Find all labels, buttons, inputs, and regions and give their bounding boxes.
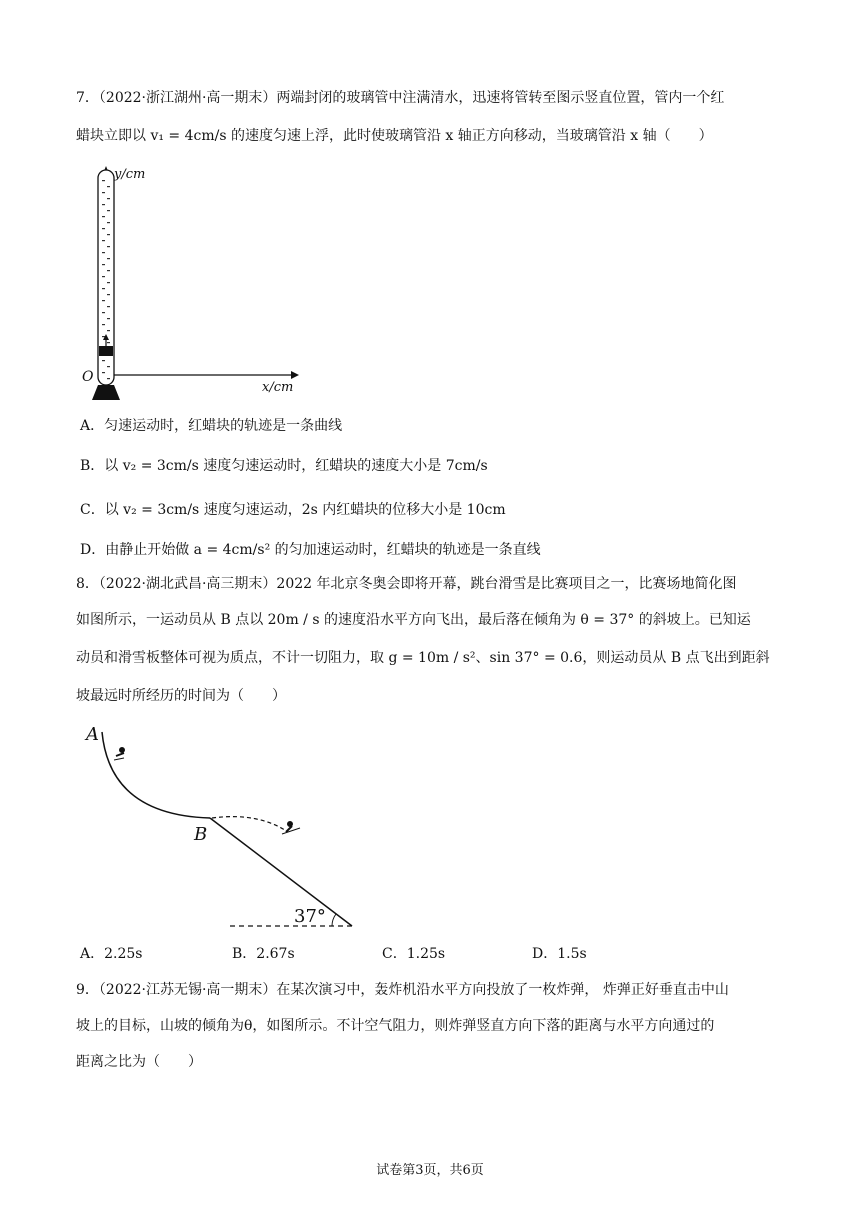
q8-option-b: B．2.67s [232, 946, 295, 962]
q7-option-b: B．以 v₂ = 3cm/s 速度匀速运动时，红蜡块的速度大小是 7cm/s [80, 458, 488, 474]
q7-option-d: D．由静止开始做 a = 4cm/s² 的匀加速运动时，红蜡块的轨迹是一条直线 [80, 542, 541, 558]
q9-stem-line3: 距离之比为（ ） [76, 1054, 202, 1070]
flight-trajectory [212, 817, 288, 832]
q8-option-d: D．1.5s [532, 946, 587, 962]
x-axis-arrow-icon [291, 371, 299, 379]
q8-stem-line2: 如图所示，一运动员从 B 点以 20m / s 的速度沿水平方向飞出，最后落在倾角为 θ = 37° 的斜坡上。已知运 [76, 612, 751, 628]
origin-label: O [82, 369, 94, 385]
angle-arc [332, 914, 336, 926]
q7-stem-line1: 7．（2022·浙江湖州·高一期末）两端封闭的玻璃管中注满清水，迅速将管转至图示竖直位置，管内一个红 [76, 90, 725, 106]
point-b-label: B [194, 824, 208, 845]
point-a-label: A [86, 724, 99, 745]
q7-option-c: C．以 v₂ = 3cm/s 速度匀速运动，2s 内红蜡块的位移大小是 10cm [80, 502, 506, 518]
q8-stem-line1: 8．（2022·湖北武昌·高三期末）2022 年北京冬奥会即将开幕，跳台滑雪是比赛项目之一，比赛场地简化图 [76, 576, 737, 592]
q9-stem-line1: 9．（2022·江苏无锡·高一期末）在某次演习中，轰炸机沿水平方向投放了一枚炸弹， 炸弹正好垂直击中山 [76, 982, 729, 998]
page-footer: 试卷第3页，共6页 [376, 1163, 484, 1178]
ski-ramp [102, 732, 210, 818]
q8-option-a: A．2.25s [80, 946, 143, 962]
x-axis-label: x/cm [262, 380, 294, 395]
q8-stem-line3: 动员和滑雪板整体可视为质点，不计一切阻力，取 g = 10m / s²、sin 37° = 0.6，则运动员从 B 点飞出到距斜 [76, 650, 770, 666]
y-axis-label: y/cm [114, 167, 146, 182]
q7-figure [76, 160, 316, 400]
q7-stem-line2: 蜡块立即以 v₁ = 4cm/s 的速度匀速上浮，此时使玻璃管沿 x 轴正方向移动，当玻璃管沿 x 轴（ ） [76, 128, 713, 144]
wax-block [99, 346, 113, 356]
skier-icon-a [114, 748, 125, 761]
angle-label: 37° [294, 906, 326, 927]
q7-option-a: A．匀速运动时，红蜡块的轨迹是一条曲线 [80, 418, 343, 434]
skier-icon-flight [282, 822, 300, 835]
q8-figure [80, 720, 370, 935]
slope-line [210, 818, 352, 926]
q8-option-c: C．1.25s [382, 946, 446, 962]
tube-stand [92, 385, 120, 400]
q9-stem-line2: 坡上的目标，山坡的倾角为θ，如图所示。不计空气阻力，则炸弹竖直方向下落的距离与水平方向通过的 [76, 1018, 715, 1034]
q8-stem-line4: 坡最远时所经历的时间为（ ） [76, 688, 286, 704]
